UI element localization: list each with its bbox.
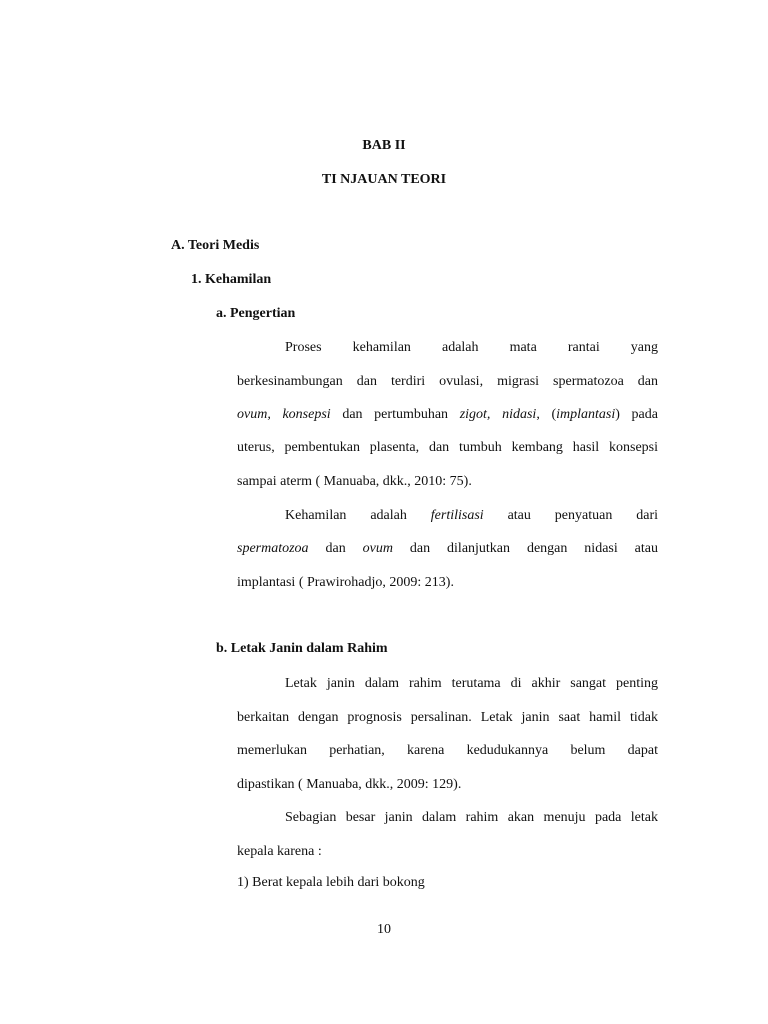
page-number: 10 [377, 922, 391, 937]
paragraph-3-line-1: Letak janin dalam rahim terutama di akhir sangat penting [285, 676, 658, 691]
paragraph-1-line-5: sampai aterm ( Manuaba, dkk., 2010: 75). [237, 474, 472, 489]
subsection-a-heading: a. Pengertian [216, 306, 296, 321]
chapter-title: TI NJAUAN TEORI [321, 172, 447, 187]
paragraph-3-line-2: berkaitan dengan prognosis persalinan. Letak janin saat hamil tidak [237, 710, 658, 725]
paragraph-2-line-3: implantasi ( Prawirohadjo, 2009: 213). [237, 575, 454, 590]
paragraph-1-line-1: Proses kehamilan adalah mata rantai yang [285, 340, 658, 355]
subsection-1-heading: 1. Kehamilan [191, 272, 272, 287]
paragraph-2-line-2: spermatozoa dan ovum dan dilanjutkan dengan nidasi atau [237, 541, 658, 556]
paragraph-1-line-4: uterus, pembentukan plasenta, dan tumbuh kembang hasil konsepsi [237, 440, 658, 455]
paragraph-4-line-2: kepala karena : [237, 844, 322, 859]
paragraph-3-line-3: memerlukan perhatian, karena kedudukannya belum dapat [237, 743, 658, 758]
paragraph-2-line-1: Kehamilan adalah fertilisasi atau penyatuan dari [285, 508, 658, 523]
list-item-1: 1) Berat kepala lebih dari bokong [237, 875, 425, 890]
chapter-heading: BAB II [362, 138, 406, 153]
paragraph-1-line-3: ovum, konsepsi dan pertumbuhan zigot, nidasi, (implantasi) pada [237, 407, 658, 422]
paragraph-3-line-4: dipastikan ( Manuaba, dkk., 2009: 129). [237, 777, 462, 792]
subsection-b-heading: b. Letak Janin dalam Rahim [216, 641, 388, 656]
section-a-heading: A. Teori Medis [171, 238, 260, 253]
paragraph-4-line-1: Sebagian besar janin dalam rahim akan menuju pada letak [285, 810, 658, 825]
paragraph-1-line-2: berkesinambungan dan terdiri ovulasi, migrasi spermatozoa dan [237, 374, 658, 389]
